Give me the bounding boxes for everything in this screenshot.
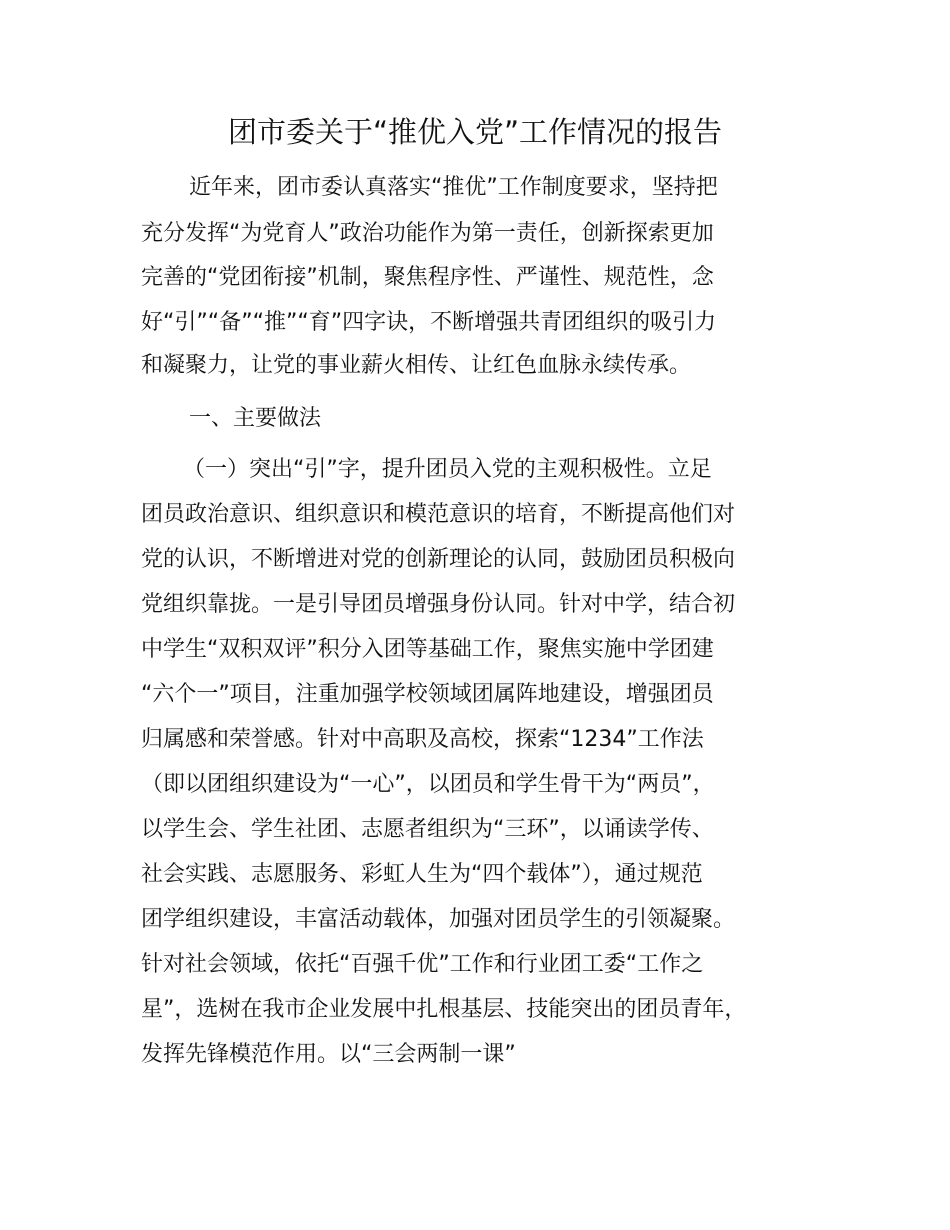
paragraph-line: （一）突出“引”字，提升团员入党的主观积极性。立足 (183, 457, 712, 482)
paragraph-line: 好“引”“备”“推”“育”四字诀，不断增强共青团组织的吸引力 (141, 310, 717, 335)
paragraph-line: “六个一”项目，注重加强学校领域团属阵地建设，增强团员 (141, 682, 714, 707)
paragraph-line: 充分发挥“为党育人”政治功能作为第一责任，创新探索更加 (141, 221, 714, 246)
paragraph-line: 针对社会领域，依托“百强千优”工作和行业团工委“工作之 (141, 952, 704, 977)
paragraph-line: （即以团组织建设为“一心”，以团员和学生骨干为“两员”， (141, 772, 715, 797)
paragraph-line: 以学生会、学生社团、志愿者组织为“三环”，以诵读学传、 (141, 817, 714, 842)
paragraph-line: 和凝聚力，让党的事业薪火相传、让红色血脉永续传承。 (141, 353, 692, 378)
paragraph-line: 近年来，团市委认真落实“推优”工作制度要求，坚持把 (189, 175, 718, 200)
paragraph-line: 中学生“双积双评”积分入团等基础工作，聚焦实施中学团建 (141, 637, 714, 662)
paragraph-line: 团学组织建设，丰富活动载体，加强对团员学生的引领凝聚。 (141, 907, 736, 932)
paragraph-line: 完善的“党团衔接”机制，聚焦程序性、严谨性、规范性，念 (141, 265, 714, 290)
document-title: 团市委关于“推优入党”工作情况的报告 (227, 115, 723, 149)
paragraph-line: 党组织靠拢。一是引导团员增强身份认同。针对中学，结合初 (141, 592, 736, 617)
paragraph-line: 发挥先锋模范作用。以“三会两制一课” (141, 1042, 516, 1067)
paragraph-line: 党的认识，不断增进对党的创新理论的认同，鼓励团员积极向 (141, 547, 736, 572)
paragraph-line: 星”，选树在我市企业发展中扎根基层、技能突出的团员青年， (141, 997, 747, 1022)
paragraph-line: 团员政治意识、组织意识和模范意识的培育，不断提高他们对 (141, 502, 736, 527)
section-heading: 一、主要做法 (189, 406, 322, 431)
paragraph-line: 归属感和荣誉感。针对中高职及高校，探索“1234”工作法 (141, 727, 704, 752)
paragraph-line: 社会实践、志愿服务、彩虹人生为“四个载体”），通过规范 (141, 862, 703, 887)
